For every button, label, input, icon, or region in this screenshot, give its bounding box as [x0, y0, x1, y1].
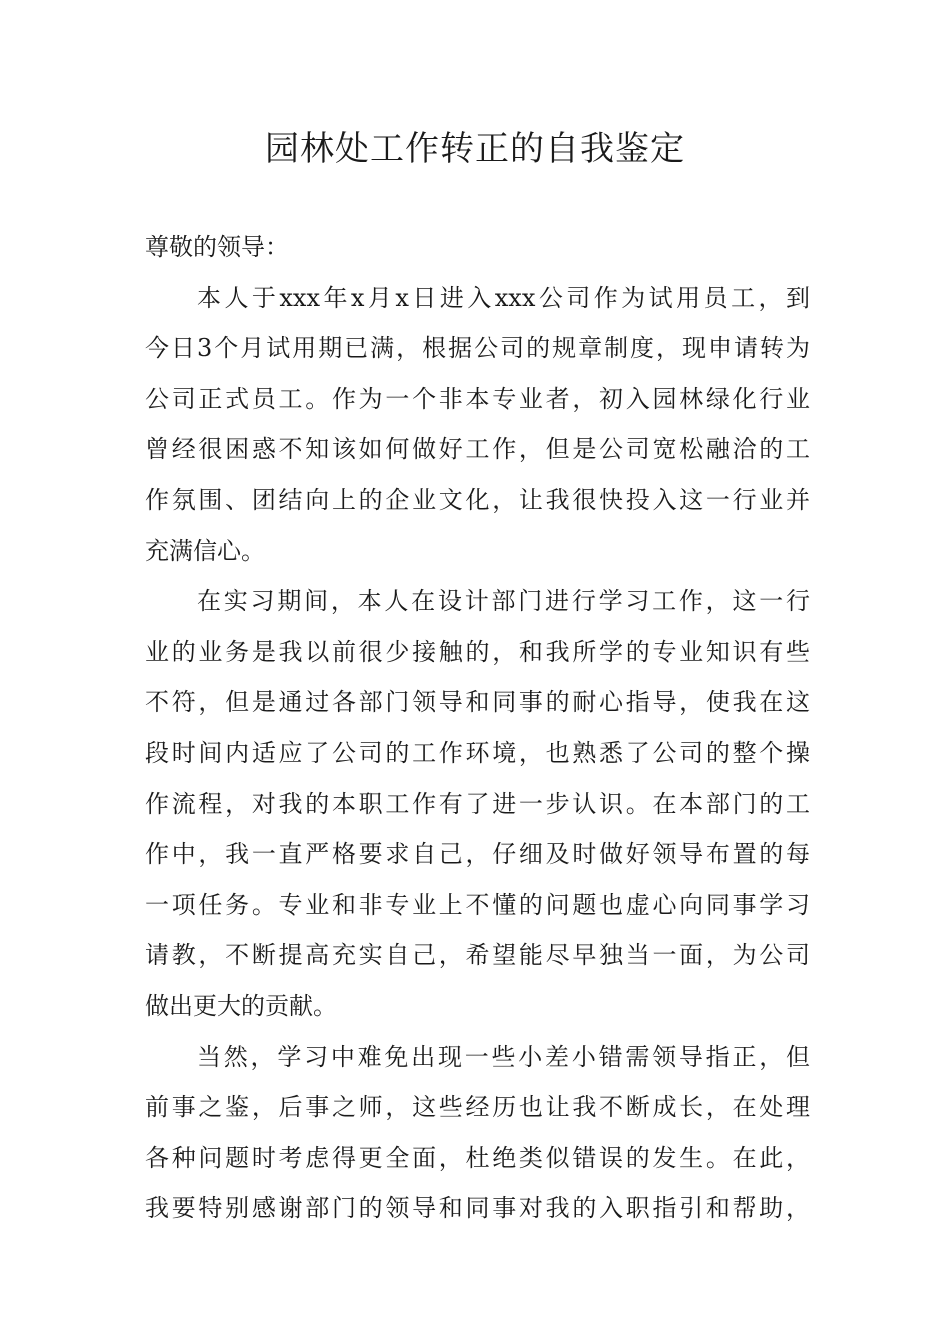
paragraph-line: 作流程，对我的本职工作有了进一步认识。在本部门的工 — [145, 789, 810, 818]
paragraph-line: 在实习期间，本人在设计部门进行学习工作，这一行 — [197, 587, 810, 616]
document-title: 园林处工作转正的自我鉴定 — [265, 129, 685, 169]
paragraph-line: 作氛围、团结向上的企业文化，让我很快投入这一行业并 — [145, 485, 810, 514]
paragraph-line: 业的业务是我以前很少接触的，和我所学的专业知识有些 — [145, 637, 810, 666]
paragraph-line: 作中，我一直严格要求自己，仔细及时做好领导布置的每 — [145, 840, 810, 869]
paragraph-3 — [145, 1032, 810, 1234]
paragraph-line: 前事之鉴，后事之师，这些经历也让我不断成长，在处理 — [145, 1093, 810, 1122]
paragraph-line: 段时间内适应了公司的工作环境，也熟悉了公司的整个操 — [145, 738, 810, 767]
document-body — [145, 222, 810, 1234]
paragraph-line: 请教，不断提高充实自己，希望能尽早独当一面，为公司 — [145, 941, 810, 970]
paragraph-line: 不符，但是通过各部门领导和同事的耐心指导，使我在这 — [145, 688, 810, 717]
paragraph-line: 各种问题时考虑得更全面，杜绝类似错误的发生。在此， — [145, 1143, 810, 1172]
paragraph-line: 公司正式员工。作为一个非本专业者，初入园林绿化行业 — [145, 384, 810, 413]
paragraph-line: 曾经很困惑不知该如何做好工作，但是公司宽松融洽的工 — [145, 435, 810, 464]
salutation: 尊敬的领导： — [145, 233, 289, 261]
paragraph-1 — [145, 273, 810, 577]
paragraph-line: 当然，学习中难免出现一些小差小错需领导指正，但 — [197, 1042, 810, 1071]
paragraph-line: 做出更大的贡献。 — [145, 991, 337, 1020]
paragraph-line: 我要特别感谢部门的领导和同事对我的入职指引和帮助， — [145, 1194, 810, 1223]
paragraph-line: 本人于xxx年x月x日进入xxx公司作为试用员工，到 — [197, 283, 810, 312]
paragraph-2 — [145, 576, 810, 1031]
paragraph-line: 充满信心。 — [145, 536, 265, 565]
paragraph-line: 今日3个月试用期已满，根据公司的规章制度，现申请转为 — [145, 334, 810, 363]
paragraph-line: 一项任务。专业和非专业上不懂的问题也虚心向同事学习 — [145, 890, 810, 919]
